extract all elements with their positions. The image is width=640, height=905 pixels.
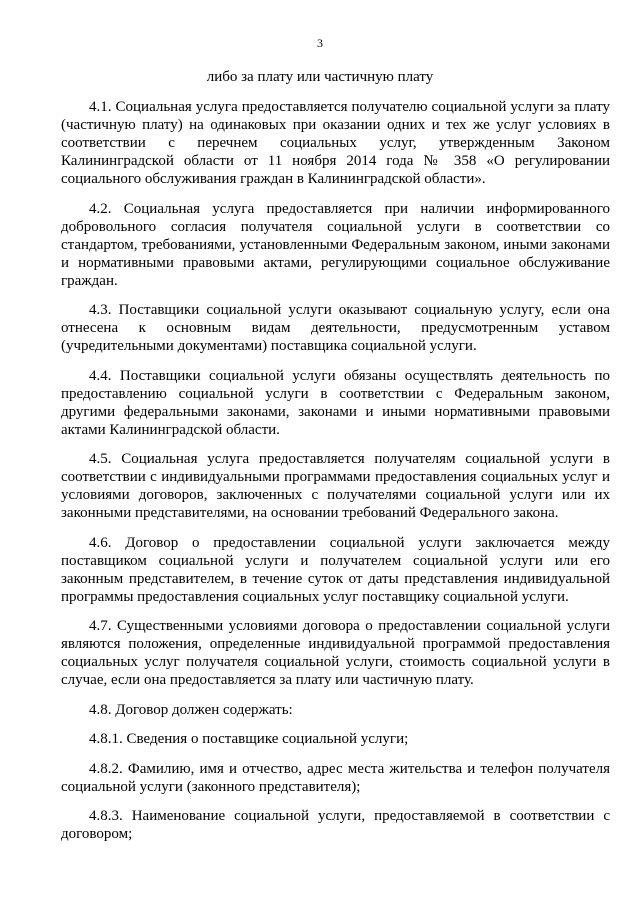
paragraph-4-8-3: 4.8.3. Наименование социальной услуги, предоставляемой в соответствии с договором; xyxy=(61,808,610,842)
document-body xyxy=(61,98,610,855)
paragraph-4-2: 4.2. Социальная услуга предоставляется при наличии информированного добровольного согласия получателя социальной услуги в соответствии со стандартом, требованиями, установленными Федеральным законом, иными законами и нормативными правовыми актами, регулирующими социальное обслуживание граждан. xyxy=(61,200,610,289)
paragraph-4-5: 4.5. Социальная услуга предоставляется получателям социальной услуги в соответствии с индивидуальными программами предоставления социальных услуг и условиями договоров, заключенных с получателями социальной услуги или их законными представителями, на основании требований Федерального закона. xyxy=(61,451,610,521)
paragraph-4-8: 4.8. Договор должен содержать: xyxy=(89,701,293,718)
paragraph-4-8-1: 4.8.1. Сведения о поставщике социальной услуги; xyxy=(89,731,409,747)
paragraph-4-8-2: 4.8.2. Фамилию, имя и отчество, адрес места жительства и телефон получателя социальной услуги (законного представителя); xyxy=(61,760,610,795)
page-number: 3 xyxy=(317,36,323,50)
paragraph-4-1: 4.1. Социальная услуга предоставляется получателю социальной услуги за плату (частичную плату) на одинаковых при оказании одних и тех же услуг условиях в соответствии с перечнем социальных услуг, утвержденным Законом Калининградской области от 11 ноября 2014 года № 358 «О регулировании социального обслуживания граждан в Калининградской области». xyxy=(61,99,610,187)
paragraph-4-7: 4.7. Существенными условиями договора о предоставлении социальной услуги являются положения, определенные индивидуальной программой предоставления социальных услуг получателя социальной услуги, стоимость социальной услуги в случае, если она предоставляется за плату или частичную плату. xyxy=(61,618,610,688)
paragraph-4-6: 4.6. Договор о предоставлении социальной услуги заключается между поставщиком социальной услуги и получателем социальной услуги или его законным представителем, в течение суток от даты представления индивидуальной программы предоставления социальных услуг поставщику социальной услуги. xyxy=(61,534,610,605)
paragraph-4-4: 4.4. Поставщики социальной услуги обязаны осуществлять деятельность по предоставлению социальной услуги в соответствии с Федеральным законом, другими федеральными законами, законами и иными нормативными правовыми актами Калининградской области. xyxy=(61,367,610,438)
continuation-line: либо за плату или частичную плату xyxy=(206,69,434,85)
paragraph-4-3: 4.3. Поставщики социальной услуги оказывают социальную услугу, если она отнесена к основным видам деятельности, предусмотренным уставом (учредительными документами) поставщика социальной услуги. xyxy=(61,302,610,354)
